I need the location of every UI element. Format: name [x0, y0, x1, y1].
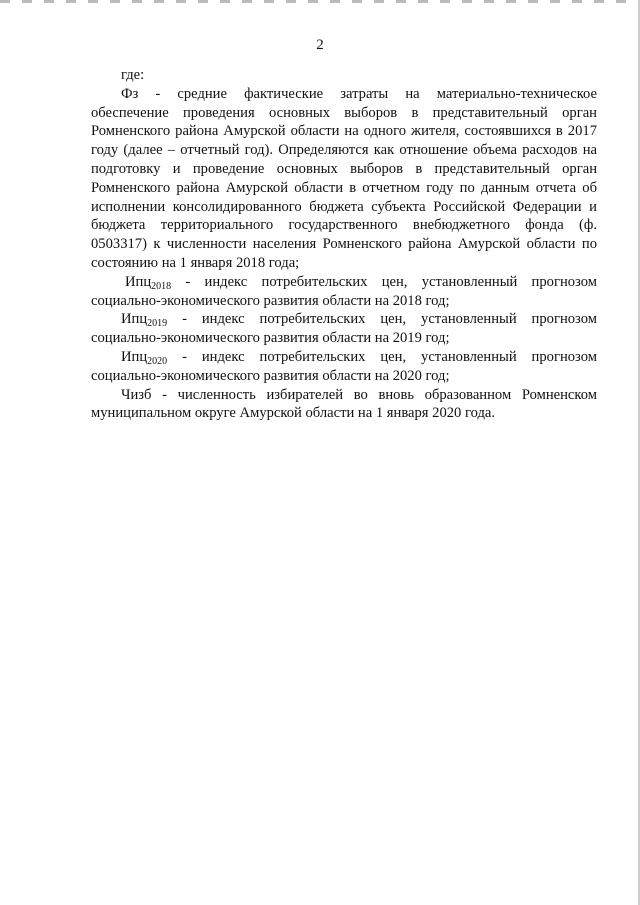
- page-number: 2: [316, 37, 324, 53]
- definition-fz: [91, 85, 597, 273]
- definition-text: - индекс потребительских цен, установленный прогнозом социально-экономического развития области на 2020 год;: [91, 348, 597, 384]
- definition-text: - численность избирателей во вновь образованном Ромненском муниципальном округе Амурской области на 1 января 2020 года.: [91, 386, 597, 422]
- definition-subscript: 2020: [147, 355, 168, 367]
- definition-subscript: 2019: [147, 318, 168, 330]
- scan-top-edge: [0, 0, 640, 3]
- document-body: [91, 66, 597, 423]
- definition-symbol: Ипц: [125, 273, 152, 290]
- definition-ipc-2018: [91, 273, 597, 311]
- definition-ipc-2019: [91, 310, 597, 348]
- definition-symbol: Ипц: [121, 311, 148, 328]
- definition-symbol: Ипц: [121, 348, 148, 365]
- definition-chizb: [91, 386, 597, 424]
- definition-text: - индекс потребительских цен, установленный прогнозом социально-экономического развития области на 2018 год;: [91, 273, 597, 309]
- definition-symbol: Фз: [121, 85, 139, 102]
- definition-text: - индекс потребительских цен, установленный прогнозом социально-экономического развития области на 2019 год;: [91, 311, 597, 347]
- definition-subscript: 2018: [151, 280, 172, 292]
- definition-text: - средние фактические затраты на материально-техническое обеспечение проведения основных выборов в представительный орган Ромненского района Амурской области на одного жителя, состоявшихся в 2017 году (далее – отчетный год). Определяются как отношение объема расходов на подготовку и проведение основных выборов в представительный орган Ромненского района Амурской области в отчетном году по данным отчета об исполнении консолидированного бюджета субъекта Российской Федерации и бюджета территориального государственного внебюджетного фонда (ф. 0503317) к численности населения Ромненского района Амурской области по состоянию на 1 января 2018 года;: [91, 85, 597, 271]
- definition-ipc-2020: [91, 348, 597, 386]
- intro-text: где:: [121, 67, 145, 83]
- definition-symbol: Чизб: [121, 386, 152, 403]
